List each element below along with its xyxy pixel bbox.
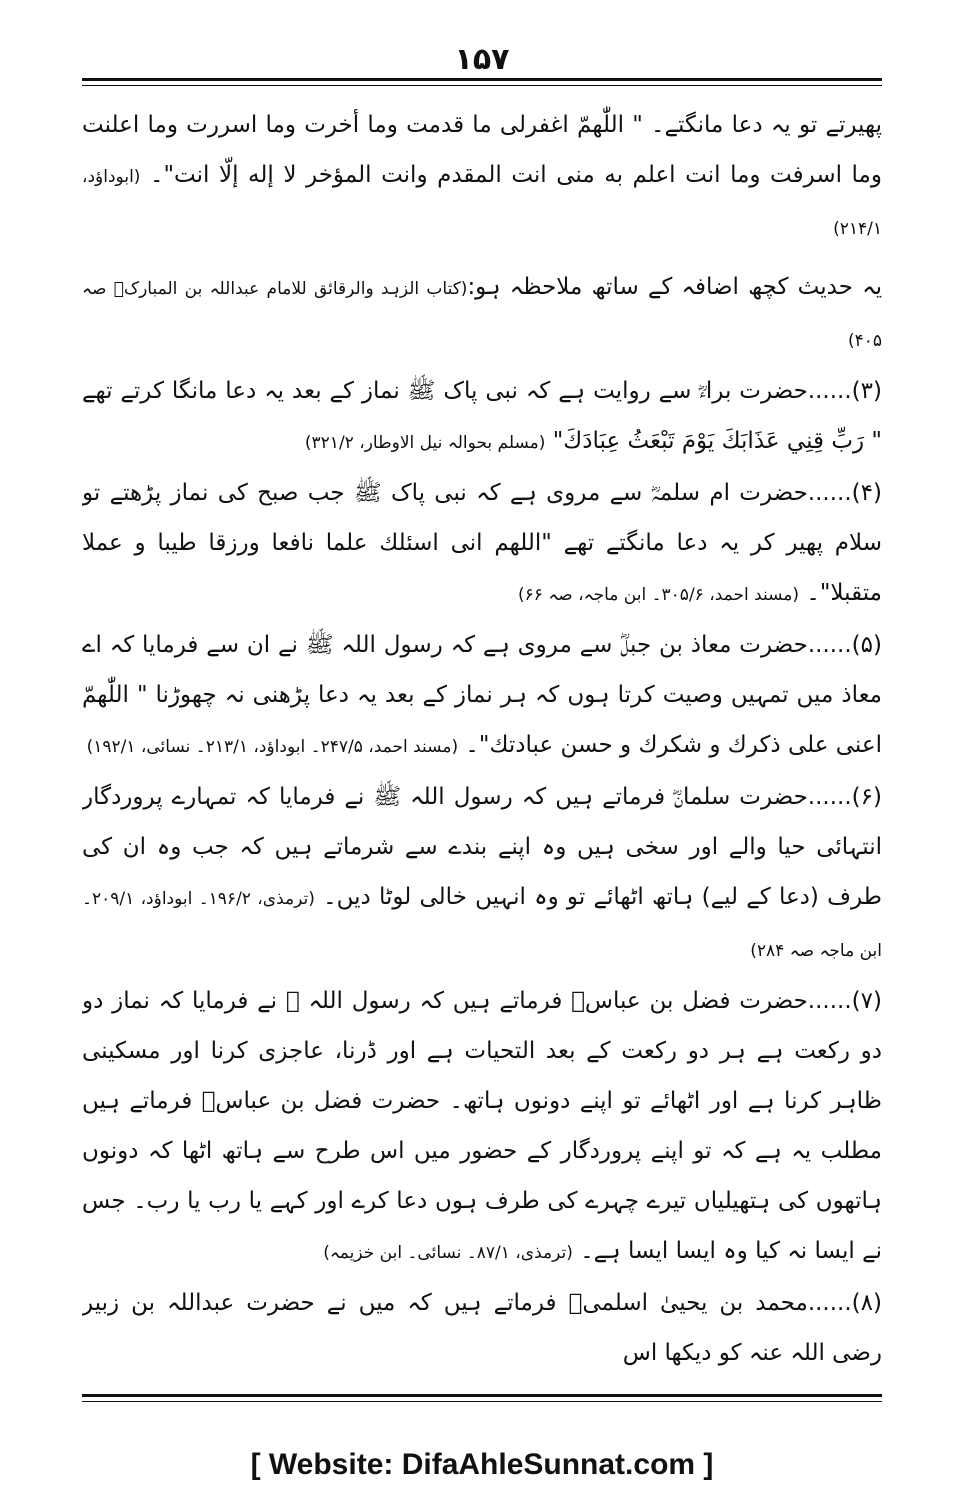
page-body (82, 100, 882, 1385)
paragraph-2: یہ حدیث کچھ اضافہ کے ساتھ ملاحظہ ہو:(کتاب الزہد والرقائق للامام عبداللہ بن المبارکؒ صہ ۴۰۵) (82, 274, 882, 351)
paragraph-7: (۷)......حضرت فضل بن عباسؓ فرماتے ہیں کہ رسول اللہ ﷺ نے فرمایا کہ نماز دو دو رکعت ہے ہر دو رکعت کے بعد التحیات ہے اور ڈرنا، عاجزی کرنا اور مسکینی ظاہر کرنا ہے اور اٹھائے تو اپنے دونوں ہاتھ۔ حضرت فضل بن عباسؓ فرماتے ہیں مطلب یہ ہے کہ تو اپنے پروردگار کے حضور میں اس طرح سے ہاتھ اٹھا کہ دونوں ہاتھوں کی ہتھیلیاں تیرے چہرے کی طرف ہوں دعا کرے اور کہے یا رب یا رب۔ جس نے ایسا نہ کیا وہ ایسا ایسا ہے۔ (ترمذی، ۸۷/۱۔ نسائی۔ ابن خزیمہ) (82, 988, 882, 1264)
paragraph-1: پھیرتے تو یہ دعا مانگتے۔ " اللّٰھمّ اغفرلی ما قدمت وما أخرت وما اسررت وما اعلنت وما اسرفت وما انت اعلم به منی انت المقدم وانت المؤخر لا إله إلّا انت"۔ (ابوداؤد، ۲۱۴/۱) (82, 112, 882, 239)
bottom-rule-thin (82, 1401, 882, 1402)
citation: (کتاب الزہد والرقائق للامام عبداللہ بن المبارکؒ صہ ۴۰۵) (82, 279, 882, 351)
top-rule-thin (82, 85, 882, 86)
top-rule (82, 78, 882, 81)
paragraph-4: (۴)......حضرت ام سلمہؓ سے مروی ہے کہ نبی پاک ﷺ جب صبح کی نماز پڑھتے تو سلام پھیر کر یہ دعا مانگتے تھے "اللھم انی اسئلك علما نافعا ورزقا طیبا و عملا متقبلا"۔ (مسند احمد، ۳۰۵/۶۔ ابن ماجہ، صہ ۶۶) (82, 480, 882, 606)
citation: (ابوداؤد، ۲۱۴/۱) (82, 167, 882, 239)
citation: (ترمذی، ۸۷/۱۔ نسائی۔ ابن خزیمہ) (323, 1243, 573, 1263)
paragraph-3: (۳)......حضرت براءؓ سے روایت ہے کہ نبی پاک ﷺ نماز کے بعد یہ دعا مانگا کرتے تھے " رَبِّ قِنِي عَذَابَكَ يَوْمَ تَبْعَثُ عِبَادَكَ" (مسلم بحوالہ نیل الاوطار، ۳۲۱/۲) (82, 378, 882, 454)
website-footer: [ Website: DifaAhleSunnat.com ] (250, 1448, 714, 1481)
paragraph-8: (۸)......محمد بن یحییٰ اسلمیؒ فرماتے ہیں کہ میں نے حضرت عبداللہ بن زبیر رضی اللہ عنہ کو دیکھا اس (82, 1290, 882, 1366)
citation: (ترمذی، ۱۹۶/۲۔ ابوداؤد، ۲۰۹/۱۔ ابن ماجہ صہ ۲۸۴) (82, 889, 882, 961)
citation: (مسند احمد، ۲۴۷/۵۔ ابوداؤد، ۲۱۳/۱۔ نسائی، ۱۹۲/۱) (86, 737, 459, 757)
paragraph-6: (۶)......حضرت سلمانؓ فرماتے ہیں کہ رسول اللہ ﷺ نے فرمایا کہ تمہارے پروردگار انتہائی حیا والے اور سخی ہیں وہ اپنے بندے سے شرماتے ہیں کہ جب وہ ان کی طرف (دعا کے لیے) ہاتھ اٹھائے تو وہ انہیں خالی لوٹا دیں۔ (ترمذی، ۱۹۶/۲۔ ابوداؤد، ۲۰۹/۱۔ ابن ماجہ صہ ۲۸۴) (82, 784, 882, 961)
bottom-rule (82, 1394, 882, 1397)
page-number: ۱۵۷ (454, 42, 510, 77)
paragraph-5: (۵)......حضرت معاذ بن جبلؓ سے مروی ہے کہ رسول اللہ ﷺ نے ان سے فرمایا کہ اے معاذ میں تمہیں وصیت کرتا ہوں کہ ہر نماز کے بعد یہ دعا پڑھنی نہ چھوڑنا " اللّٰھمّ اعنی علی ذکرك و شکرك و حسن عبادتك"۔ (مسند احمد، ۲۴۷/۵۔ ابوداؤد، ۲۱۳/۱۔ نسائی، ۱۹۲/۱) (82, 632, 882, 758)
citation: (مسند احمد، ۳۰۵/۶۔ ابن ماجہ، صہ ۶۶) (518, 585, 800, 605)
citation: (مسلم بحوالہ نیل الاوطار، ۳۲۱/۲) (304, 433, 546, 453)
